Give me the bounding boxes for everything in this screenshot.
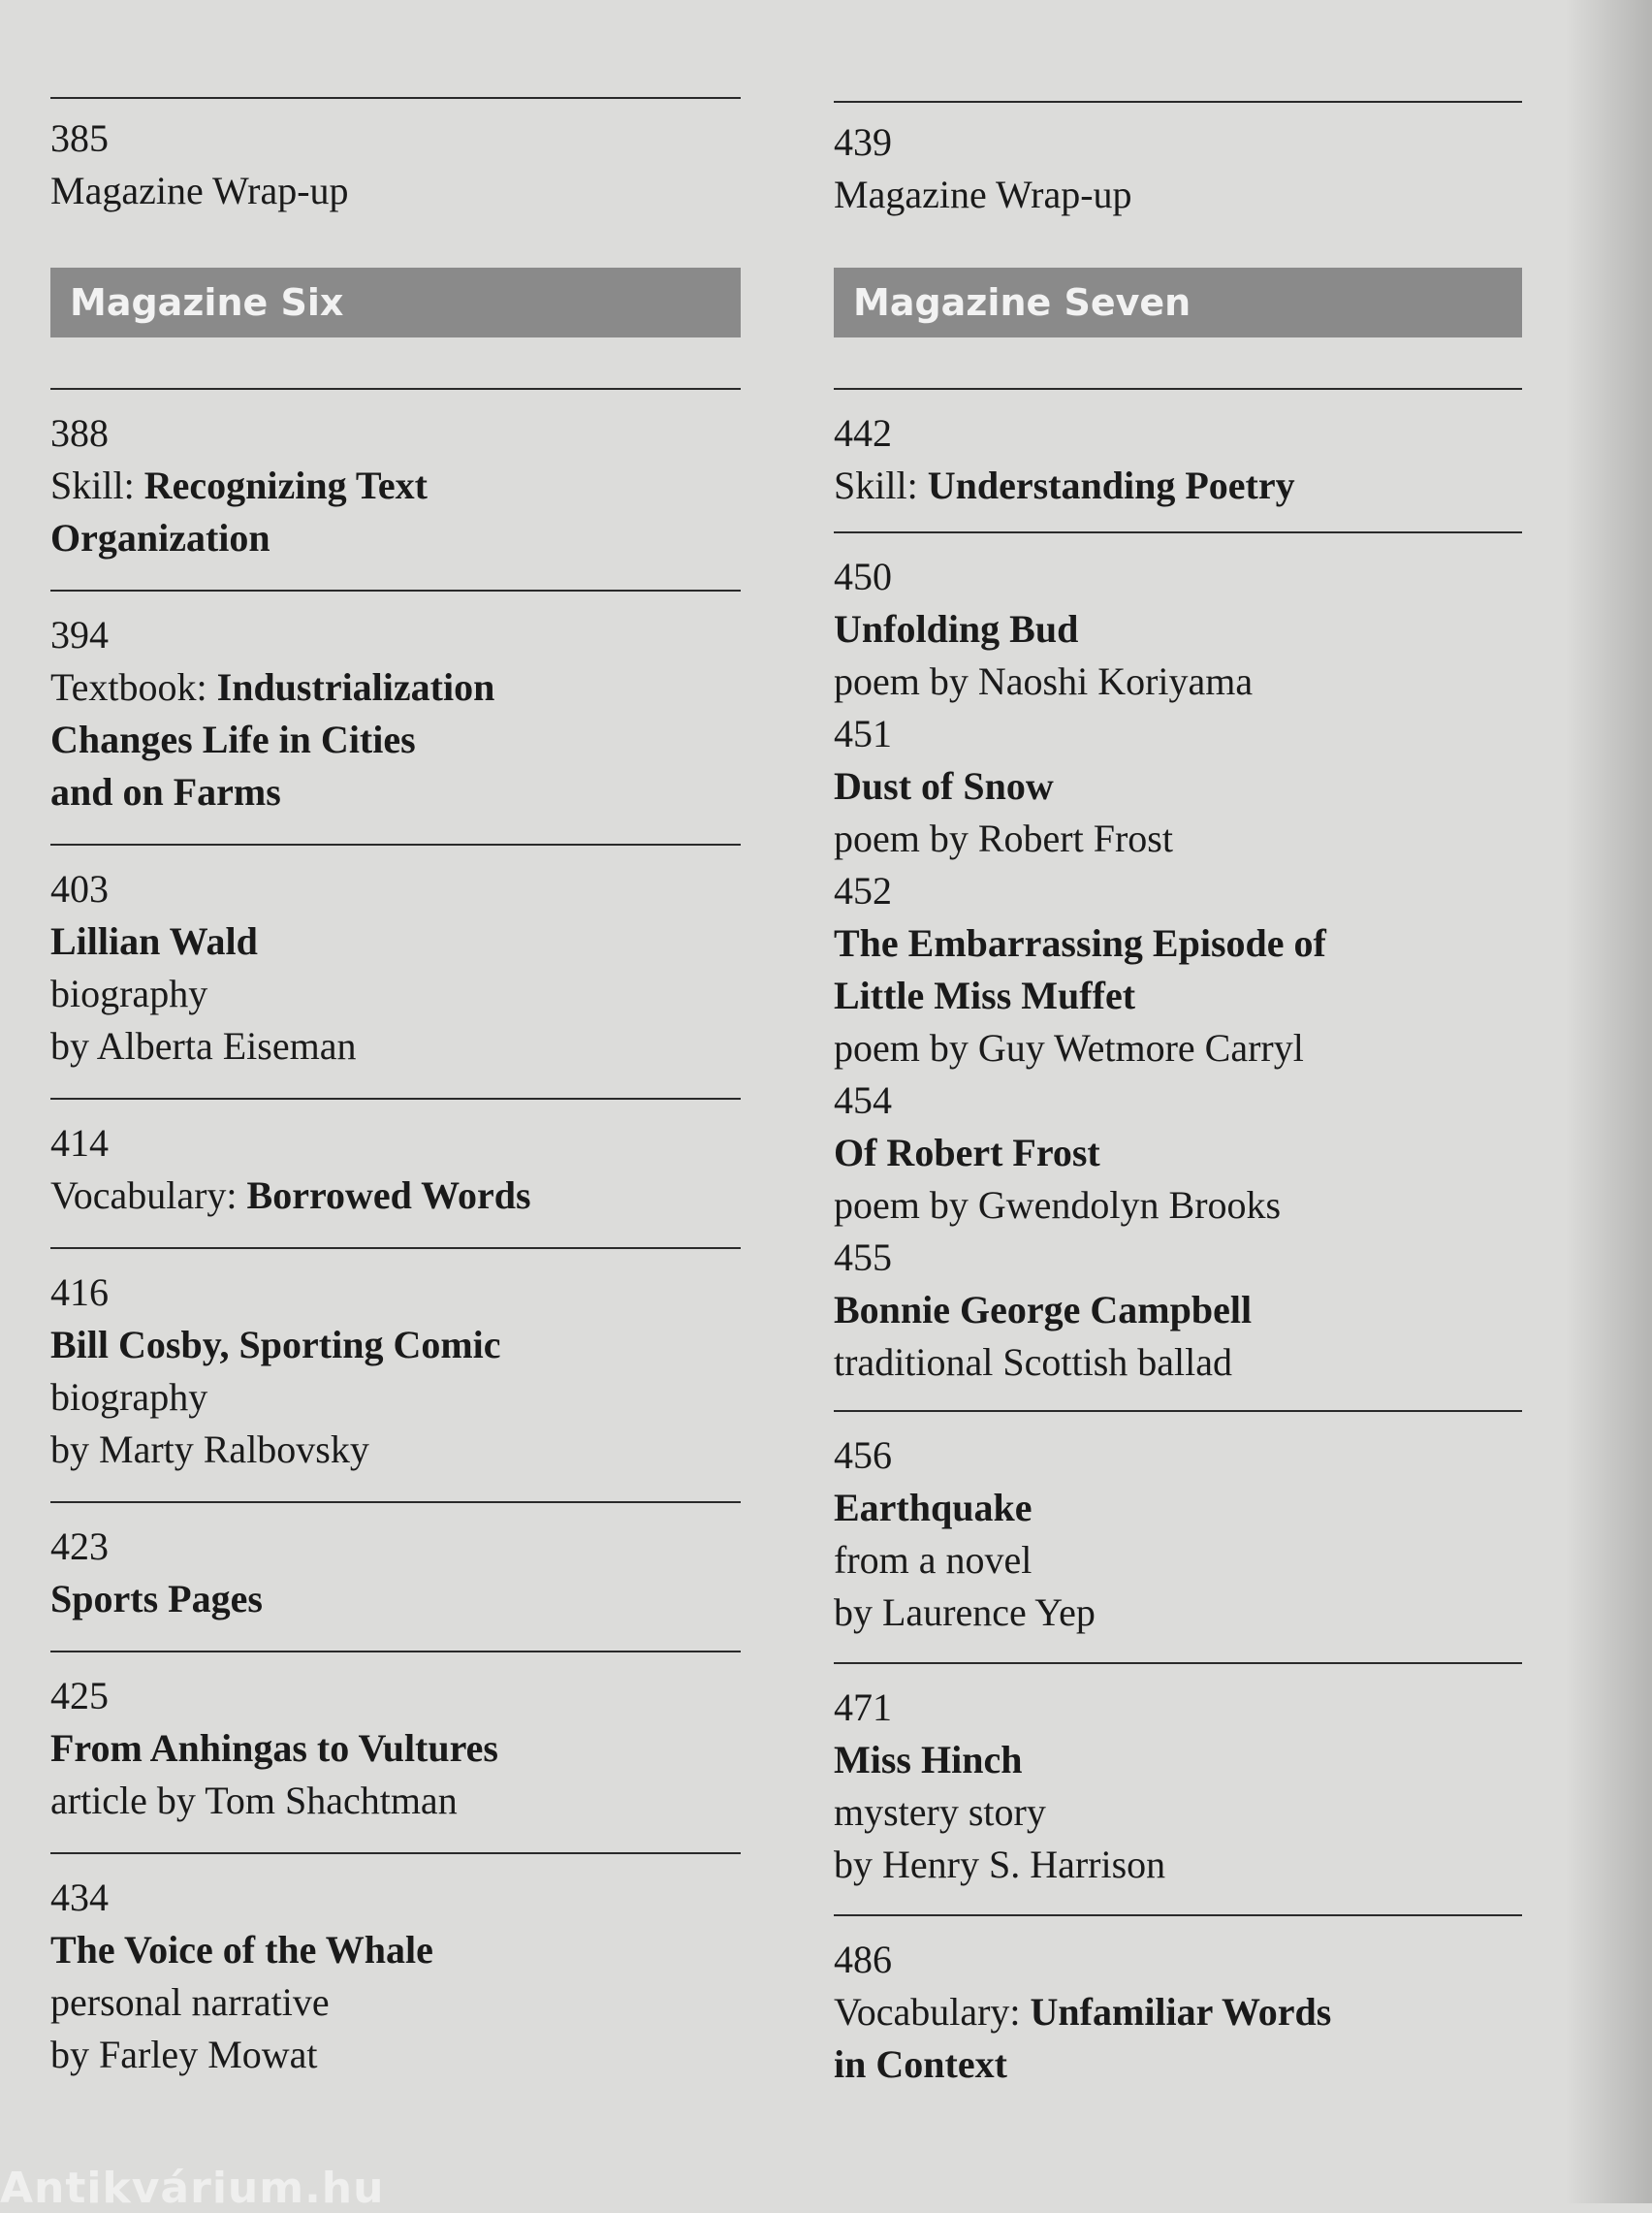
page-number: 423 <box>50 1524 109 1568</box>
entry-line <box>50 1424 741 1476</box>
entry-line <box>50 1775 741 1827</box>
entry-line <box>50 714 741 766</box>
entry-title: The Voice of the Whale <box>50 1928 433 1972</box>
page-number: 414 <box>50 1121 109 1165</box>
entry-title: Bill Cosby, Sporting Comic <box>50 1323 501 1366</box>
entry-line <box>50 1371 741 1424</box>
entry-line <box>50 915 741 968</box>
page-number: 452 <box>834 869 892 913</box>
entry-detail: by Farley Mowat <box>50 2033 318 2076</box>
entry-line <box>50 1573 741 1625</box>
entry-title: Unfolding Bud <box>834 607 1079 651</box>
entry-prefix: Vocabulary: <box>50 1173 247 1217</box>
entry-line <box>50 766 741 818</box>
entry-title: Magazine Wrap-up <box>834 173 1132 216</box>
entry-title: Borrowed Words <box>246 1173 531 1217</box>
entry-prefix: Textbook: <box>50 665 217 709</box>
entry-detail: by Marty Ralbovsky <box>50 1427 369 1471</box>
entry-line <box>834 1986 1522 2038</box>
entry-line <box>50 1020 741 1073</box>
entry-line <box>50 1976 741 2029</box>
right-entries <box>834 1410 1522 1914</box>
poem-entry <box>834 865 1522 1074</box>
page-number: 454 <box>834 1078 892 1122</box>
page-number: 385 <box>50 116 109 160</box>
entry-title: Unfamiliar Words <box>1030 1990 1332 2034</box>
toc-entry-skill <box>834 390 1522 512</box>
entry-detail: poem by Naoshi Koriyama <box>834 659 1254 703</box>
page-number: 434 <box>50 1876 109 1919</box>
page-number: 403 <box>50 867 109 911</box>
right-column <box>834 0 1522 2091</box>
left-column <box>50 0 741 2106</box>
entry-line <box>50 968 741 1020</box>
entry-title: Sports Pages <box>50 1577 263 1620</box>
entry-line <box>834 460 1522 512</box>
page-number: 471 <box>834 1685 892 1729</box>
entry-title-continued: Little Miss Muffet <box>834 974 1136 1017</box>
entry-line <box>50 1722 741 1775</box>
entry-title: Earthquake <box>834 1486 1032 1529</box>
entry-detail: poem by Guy Wetmore Carryl <box>834 1026 1304 1070</box>
entry-detail: poem by Gwendolyn Brooks <box>834 1183 1282 1227</box>
page-number: 388 <box>50 411 109 455</box>
poem-entry <box>834 708 1522 865</box>
entry-line <box>50 1319 741 1371</box>
entry-title: Miss Hinch <box>834 1738 1023 1781</box>
toc-entry <box>834 1664 1522 1914</box>
binding-shadow <box>1565 0 1652 2203</box>
entry-detail: mystery story <box>834 1790 1046 1834</box>
entry-prefix: Vocabulary: <box>834 1990 1031 2034</box>
entry-detail: from a novel <box>834 1538 1032 1582</box>
entry-detail: personal narrative <box>50 1980 330 2024</box>
toc-entry-vocabulary <box>834 1916 1522 2091</box>
entry-title: Organization <box>50 516 270 560</box>
poem-entry <box>834 551 1522 708</box>
entry-title-continued: in Context <box>834 2042 1007 2086</box>
entry-detail: by Alberta Eiseman <box>50 1024 357 1068</box>
section-banner-magazine-seven: Magazine Seven <box>834 268 1522 337</box>
poetry-group <box>834 533 1522 1389</box>
poem-entry <box>834 1074 1522 1232</box>
entry-line <box>50 2029 741 2081</box>
toc-entry <box>50 390 741 590</box>
entry-title: The Embarrassing Episode of <box>834 921 1326 965</box>
entry-title: From Anhingas to Vultures <box>50 1726 498 1770</box>
entry-title: Changes Life in Cities <box>50 718 416 761</box>
page-number: 486 <box>834 1938 892 1981</box>
poem-entry <box>834 1232 1522 1389</box>
entry-line <box>50 1924 741 1976</box>
entry-line <box>50 1170 741 1222</box>
entry-line <box>50 661 741 714</box>
entry-detail: biography <box>50 972 208 1015</box>
page-number: 425 <box>50 1674 109 1717</box>
page-number: 394 <box>50 613 109 657</box>
entry-prefix: Skill: <box>50 464 144 507</box>
entry-title: Recognizing Text <box>143 464 428 507</box>
toc-entry <box>50 592 741 844</box>
entry-line <box>50 512 741 564</box>
toc-entry <box>50 1249 741 1501</box>
entry-detail: by Henry S. Harrison <box>834 1843 1166 1886</box>
left-entries <box>50 388 741 2106</box>
entry-detail: biography <box>50 1375 208 1419</box>
page-number: 439 <box>834 120 892 164</box>
entry-title: and on Farms <box>50 770 281 814</box>
toc-entry <box>50 1854 741 2106</box>
entry-detail: article by Tom Shachtman <box>50 1779 458 1822</box>
entry-title: Dust of Snow <box>834 764 1054 808</box>
page-number: 416 <box>50 1270 109 1314</box>
entry-title: Industrialization <box>216 665 495 709</box>
entry-prefix: Skill: <box>834 464 928 507</box>
toc-entry <box>834 1412 1522 1662</box>
section-banner-magazine-six: Magazine Six <box>50 268 741 337</box>
page-number: 455 <box>834 1235 892 1279</box>
toc-entry <box>50 846 741 1098</box>
toc-entry <box>50 1100 741 1247</box>
entry-title: Bonnie George Campbell <box>834 1288 1253 1331</box>
entry-line <box>50 460 741 512</box>
entry-detail: poem by Robert Frost <box>834 817 1173 860</box>
entry-title: Of Robert Frost <box>834 1131 1100 1174</box>
page-number: 456 <box>834 1433 892 1477</box>
entry-title: Magazine Wrap-up <box>50 169 349 212</box>
page-number: 442 <box>834 411 892 455</box>
entry-detail: traditional Scottish ballad <box>834 1340 1233 1384</box>
toc-entry <box>50 1503 741 1651</box>
page-number: 451 <box>834 712 892 755</box>
entry-detail: by Laurence Yep <box>834 1590 1096 1634</box>
entry-title: Understanding Poetry <box>927 464 1295 507</box>
toc-entry <box>50 1652 741 1852</box>
watermark: Antikvárium.hu <box>0 2164 385 2213</box>
page-number: 450 <box>834 555 892 598</box>
entry-title: Lillian Wald <box>50 919 258 963</box>
